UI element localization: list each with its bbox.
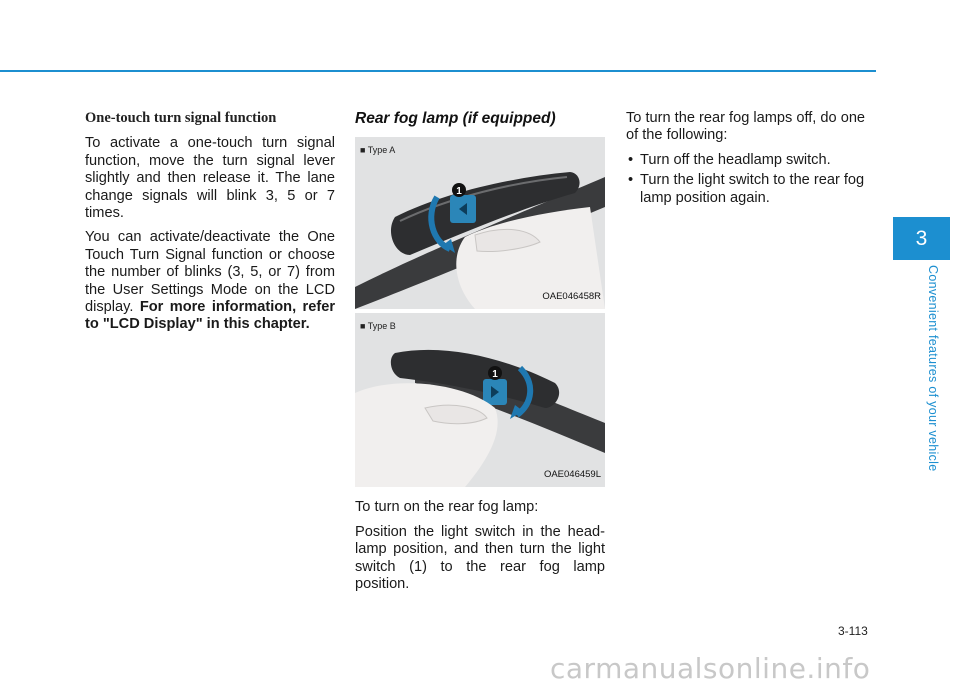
- figure-code-a: OAE046458R: [542, 291, 601, 302]
- lever-illustration-b: [355, 313, 605, 487]
- section-heading-one-touch: One-touch turn signal function: [85, 110, 277, 126]
- paragraph-settings: [85, 229, 335, 333]
- svg-text:1: 1: [456, 186, 462, 198]
- section-heading-rear-fog: Rear fog lamp (if equipped): [355, 110, 556, 127]
- figure-type-b: [355, 313, 605, 487]
- svg-text:1: 1: [492, 369, 498, 381]
- column-one-touch: [85, 110, 335, 341]
- header-rule: [0, 70, 876, 72]
- list-item: • Turn off the headlamp switch.: [626, 152, 878, 169]
- chapter-title-vertical: [922, 265, 942, 495]
- column-turn-off: [626, 110, 878, 210]
- paragraph-activation: To activate a one-touch turn signal function, move the turn signal lever slightly and then release it. The lane change signals will blink 3, 5 or 7 times.: [85, 135, 335, 222]
- figure-type-b-label: ■ Type B: [360, 321, 396, 332]
- reference-note: For more information, refer to "LCD Display" in this chapter.: [85, 299, 336, 333]
- paragraph-turn-on: To turn on the rear fog lamp:: [355, 499, 539, 516]
- chapter-number-tab: 3: [893, 217, 950, 260]
- figure-type-a-label: ■ Type A: [360, 145, 396, 156]
- page-number: 3-113: [838, 624, 868, 638]
- turn-off-list: [626, 152, 878, 207]
- figure-type-a: [355, 137, 605, 309]
- watermark: carmanualsonline.info: [550, 652, 871, 685]
- chapter-title: Convenient features of your vehicle: [926, 265, 940, 472]
- column-rear-fog: [355, 110, 605, 600]
- list-item: • Turn the light switch to the rear fog lamp position again.: [626, 172, 878, 207]
- paragraph-position-switch: Position the light switch in the head-lamp position, and then turn the light switch (1) to the rear fog lamp position.: [355, 523, 605, 593]
- figure-code-b: OAE046459L: [543, 469, 601, 480]
- paragraph-turn-off-intro: To turn the rear fog lamps off, do one of the following:: [626, 110, 866, 144]
- lever-illustration-a: [355, 137, 605, 309]
- paragraph-settings-text: You can activate/deactivate the One Touch Turn Signal function or choose the number of blinks (3, 5, or 7) from the User Settings Mode on the LCD display.: [85, 229, 335, 316]
